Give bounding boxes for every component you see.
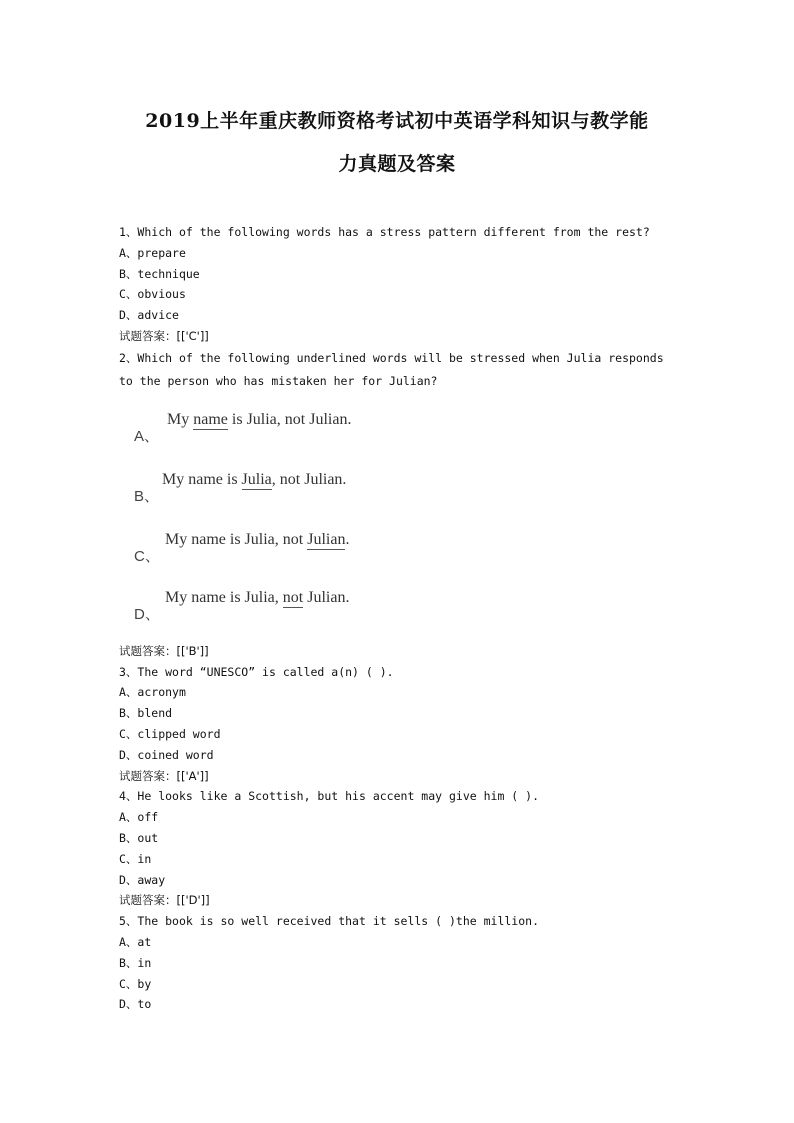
question-1-option-c: C、obvious [119,287,186,302]
option-letter: B、 [134,487,160,505]
sentence-part: My name is Julia, not [165,530,308,548]
underlined-word: name [193,410,228,428]
underlined-word: Julian [307,530,346,548]
question-4-text: 4、He looks like a Scottish, but his accent may give him ( ). [119,789,539,804]
sentence-part: Julian. [303,588,350,606]
question-5-option-d: D、to [119,997,152,1012]
question-3-option-d: D、coined word [119,747,214,762]
question-5-text: 5、The book is so well received that it sells ( )the million. [119,914,539,929]
option-letter: A、 [134,427,160,445]
sentence-part: , not Julian. [271,470,347,488]
question-4-option-b: B、out [119,830,159,845]
question-4-answer: 试题答案：[['D']] [119,893,210,908]
question-2-answer: 试题答案：[['B']] [119,643,209,658]
underlined-word: not [282,588,304,606]
question-3-text: 3、The word “UNESCO” is called a(n) ( ). [119,664,394,679]
question-2-text-line-2: to the person who has mistaken her for Julian? [119,373,438,388]
question-5-option-b: B、in [119,955,152,970]
question-5-option-a: A、at [119,934,152,949]
question-4-option-a: A、off [119,810,159,825]
question-1-option-d: D、advice [119,308,179,323]
sentence-part: is Julia, not Julian. [227,410,352,428]
question-5-option-c: C、by [119,976,152,991]
sentence-part: My name is [162,470,242,488]
question-3-option-b: B、blend [119,706,173,721]
document-title-line-1: 2019上半年重庆教师资格考试初中英语学科知识与教学能 [145,110,649,132]
underlined-word: Julia [241,470,272,488]
document-title-line-2: 力真题及答案 [338,153,456,175]
sentence-part: . [345,530,350,548]
question-1-answer: 试题答案：[['C']] [119,328,209,343]
option-letter: C、 [134,547,160,565]
question-list [119,222,679,1015]
option-sentence [165,531,349,549]
question-1-option-b: B、technique [119,266,200,281]
question-2-option-images [119,393,679,641]
question-3-option-c: C、clipped word [119,726,221,741]
option-letter: D、 [134,605,160,623]
sentence-part: My name is Julia, [165,588,283,606]
question-1-option-a: A、prepare [119,245,186,260]
question-1-text: 1、Which of the following words has a stress pattern different from the rest? [119,225,650,239]
question-3-answer: 试题答案：[['A']] [119,768,209,783]
sentence-part: My [167,410,194,428]
question-4-option-d: D、away [119,872,166,887]
question-2-text-line-1: 2、Which of the following underlined words will be stressed when Julia responds [119,350,664,365]
option-sentence [162,471,346,489]
question-3-option-a: A、acronym [119,685,186,700]
option-sentence [167,411,351,429]
option-sentence [165,589,349,607]
question-4-option-c: C、in [119,851,152,866]
